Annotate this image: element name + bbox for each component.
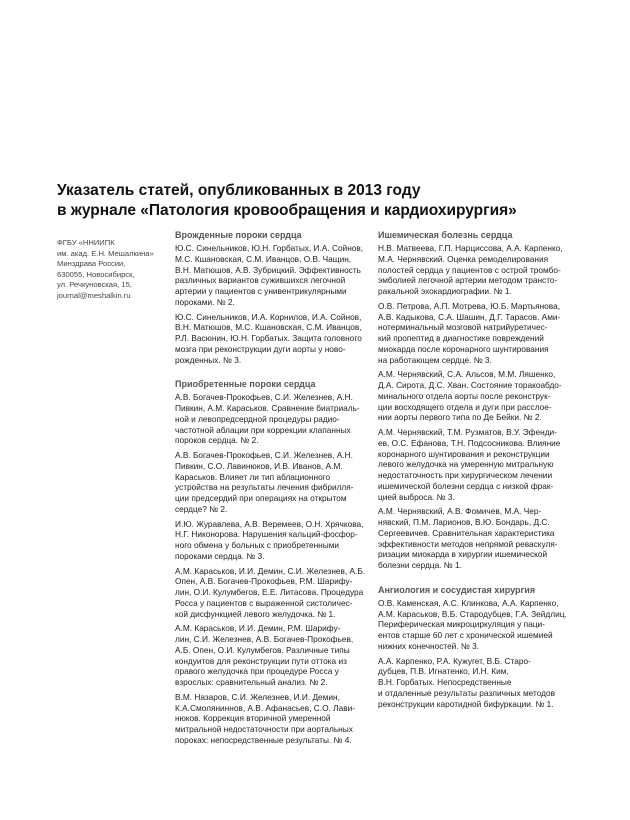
affiliation-line: ул. Речкуновская, 15, [57, 280, 132, 290]
article-entry-line: М.А. Чернявский. Оценка ремоделирования [378, 253, 549, 264]
article-entry-line: Пивкин, С.О. Лавинюков, И.В. Иванов, А.М. [175, 460, 343, 471]
section-gap [378, 575, 573, 584]
article-entry-line: миокарда после коронарного шунтирования [378, 343, 549, 354]
article-entry-line: Опен, А.В. Богачев-Прокофьев, Р.М. Шарифу- [175, 576, 353, 587]
article-entry-line: А.М. Караськов, И.И. Демин, Р.М. Шарифу- [175, 623, 341, 634]
article-entry-line: полостей сердца у пациентов с острой тромбо- [378, 264, 561, 275]
section-heading: Ангиология и сосудистая хирургия [378, 584, 536, 595]
article-entry-line: ции предсердий при операциях на открытом [175, 493, 347, 503]
article-entry-line: артерии у пациентов с унивентрикулярными [175, 286, 347, 296]
article-entry-line: нявский, П.М. Ларионов, В.Ю. Бондарь, Д.С. [378, 517, 550, 527]
article-entry [175, 623, 370, 688]
article-entry-line: пороками. № 2. [175, 296, 235, 307]
article-entry-line: лин, С.И. Железнев, А.В. Богачев-Прокофьев, [175, 634, 354, 644]
article-entry-line: кондуитов для реконструкции пути оттока из [175, 655, 347, 666]
article-entry-line: А.Б. Опен, О.И. Кулумбегов. Различные типы [175, 644, 350, 655]
article-entry-line: левого желудочка на умеренную митральную [378, 459, 554, 470]
article-entry-line: А.В. Богачев-Прокофьев, С.И. Железнев, А.Н. [175, 392, 353, 403]
affiliation-line: 630055, Новосибирск, [57, 269, 135, 279]
article-entry-line: Пивкин, А.М. Караськов. Сравнение биатриаль- [175, 403, 360, 413]
article-entry-line: ной и левопредсердной процедуры радио- [175, 413, 340, 424]
article-entry-line: А.М. Чернявский, С.А. Альсов, М.М. Ляшенко, [378, 369, 556, 380]
article-entry-line: А.А. Карпенко, Р.А. Кужугет, В.Б. Старо- [378, 655, 531, 666]
article-entry-line: и отдаленные результаты различных методов [378, 687, 555, 698]
article-entry [175, 519, 370, 562]
article-entry-line: различных вариантов сужившихся легочной [175, 275, 346, 286]
article-entry [175, 566, 370, 620]
article-entry-line: ев, О.С. Ефанова, Т.Н. Подсосникова. Влияние [378, 437, 561, 448]
article-entry-line: кий пропептид в диагностике повреждений [378, 333, 544, 343]
section-heading: Врожденные пороки сердца [175, 230, 302, 240]
article-entry [378, 243, 573, 297]
article-entry [378, 598, 573, 652]
article-entry-line: ции восходящего отдела и дуги при расслое- [378, 401, 552, 412]
article-entry-line: на работающем сердце. № 3. [378, 354, 492, 365]
article-entry [175, 243, 370, 308]
article-entry [175, 692, 370, 746]
article-entry-line: нии аорты первого типа по Де Бейки. № 2. [378, 412, 542, 423]
article-entry-line: О.В. Каменская, А.С. Клинкова, А.А. Карпенко, [378, 597, 559, 608]
article-entry-line: мозга при реконструкции дуги аорты у ново- [175, 343, 346, 354]
article-entry [175, 392, 370, 446]
article-entry [175, 450, 370, 515]
article-entry-line: пороках: непосредственные результаты. № 4. [175, 734, 352, 745]
article-entry-line: В.Н. Матюшов, М.С. Кшановская, С.М. Иванцов, [175, 322, 362, 333]
article-entry-line: А.М. Чернявский, Т.М. Рузматов, В.У. Эфенди- [378, 427, 557, 437]
article-entry [378, 301, 573, 366]
article-entry-line: Ю.С. Синельников, И.А. Корнилов, И.А. Сойнов, [175, 311, 362, 322]
article-entry-line: И.Ю. Журавлева, А.В. Веремеев, О.Н. Хрячкова, [175, 518, 364, 529]
article-entry-line: устройства на результаты лечения фибрилля- [175, 482, 354, 493]
article-entry [378, 369, 573, 423]
affiliation-line: ФГБУ «ННИИПК [57, 238, 115, 247]
article-entry-line: эмболией легочной артерии методом трансто- [378, 275, 558, 286]
article-entry-line: ного обмена у больных с приобретенными [175, 540, 340, 550]
section-heading: Ишемическая болезнь сердца [378, 230, 513, 240]
article-entry-line: Н.В. Матвеева, Г.П. Нарциссова, А.А. Карпенко, [378, 243, 563, 253]
article-entry [378, 427, 573, 502]
article-entry-line: правого желудочка при процедуре Росса у [175, 666, 339, 677]
article-entry-line: рожденных. № 3. [175, 354, 242, 365]
article-entry-line: пороками сердца. № 3. [175, 550, 265, 561]
column-middle [175, 229, 370, 750]
article-entry-line: кой дисфункцией левого желудочка. № 1. [175, 608, 336, 619]
article-entry-line: болезни сердца. № 1. [378, 560, 462, 570]
article-entry-line: В.М. Назаров, С.И. Железнев, И.И. Демин, [175, 691, 340, 702]
article-entry-line: частотной аблации при коррекции клапанных [175, 424, 351, 435]
article-entry-line: Периферическая микроциркуляция у паци- [378, 619, 545, 630]
article-entry-line: минального отдела аорты после реконструк- [378, 390, 551, 401]
article-entry-line: Росса у пациентов с выраженной систоличес- [175, 597, 353, 608]
page-title-line: Указатель статей, опубликованных в 2013 году [57, 182, 421, 199]
article-entry-line: пороков сердца. № 2. [175, 435, 259, 446]
section-gap [175, 369, 370, 378]
affiliation-line: Минздрава России, [57, 259, 126, 269]
column-right [378, 229, 573, 713]
article-entry-line: ишемической болезни сердца с низкой фрак- [378, 480, 554, 491]
article-entry-line: нижних конечностей. № 3. [378, 640, 480, 651]
article-entry-line: ракальной эхокардиографии. № 1. [378, 286, 512, 296]
article-entry-line: К.А.Смоляниннов, А.В. Афанасьев, С.О. Лави- [175, 702, 356, 713]
article-entry-line: Сергеевичев. Сравнительная характеристика [378, 527, 555, 538]
page-title [57, 181, 597, 220]
article-entry-line: нотерминальный мозговой натрийуретичес- [378, 322, 548, 333]
affiliation-line: им. акад. Е.Н. Мешалкина» [57, 248, 154, 258]
article-entry-line: взрослых: сравнительный анализ. № 2. [175, 677, 328, 687]
article-entry-line: Н.Г. Никонорова. Нарушения кальций-фосфор- [175, 529, 358, 540]
affiliation-email: journal@meshalkin.ru [57, 290, 131, 300]
article-entry-line: Ю.С. Синельников, Ю.Н. Горбатых, И.А. Сойнов, [175, 243, 364, 253]
article-entry-line: А.М. Караськов, В.Б. Стародубцев, Г.А. Зейдлиц. [378, 608, 567, 619]
article-entry-line: О.В. Петрова, А.П. Мотрева, Ю.Б. Мартьянова, [378, 300, 561, 311]
article-entry-line: лин, О.И. Кулумбегов, Е.Е. Литасова. Процедура [175, 587, 364, 597]
article-entry-line: эффективности методов непрямой реваскуля- [378, 538, 558, 549]
article-entry-line: нюков. Коррекция вторичной умеренной [175, 713, 331, 724]
page-title-line: в журнале «Патология кровообращения и кардиохирургия» [57, 201, 517, 219]
article-entry-line: цией выброса. № 3. [378, 491, 455, 502]
article-entry-line: митральной недостаточности при аортальных [175, 724, 353, 734]
article-entry-line: дубцев, П.В. Игнатенко, И.Н. Ким, [378, 666, 509, 677]
article-entry [175, 312, 370, 366]
article-entry-line: А.М. Караськов, И.И. Демин, С.И. Железнев, А.Б. [175, 565, 366, 576]
article-entry-line: М.С. Кшановская, С.М. Иванцов, О.В. Чащин, [175, 253, 352, 264]
article-entry [378, 506, 573, 571]
section-heading: Приобретенные пороки сердца [175, 379, 316, 390]
article-entry-line: коронарного шунтирования и реконструкции [378, 448, 550, 459]
affiliation-block [57, 238, 162, 302]
article-entry-line: Д.А. Сирота, Д.С. Хван. Состояние торакоабдо- [378, 380, 562, 390]
article-entry-line: А.М. Чернявский, А.В. Фомичев, М.А. Чер- [378, 506, 542, 517]
article-entry-line: В.Н. Матюшов, А.В. Зубрицкий. Эффективность [175, 264, 361, 275]
article-entry-line: А.В. Кадыкова, С.А. Шашин, Д.Г. Тарасов. Ами- [378, 311, 561, 322]
article-entry-line: А.В. Богачев-Прокофьев, С.И. Железнев, А.Н. [175, 450, 353, 460]
article-entry-line: Караськов. Влияет ли тип аблационного [175, 471, 331, 482]
article-entry-line: реконструкции каротидной бифуркации. № 1. [378, 698, 554, 709]
article-entry-line: ризации миокарда в хирургии ишемической [378, 549, 548, 560]
article-entry-line: сердце? № 2. [175, 503, 228, 514]
article-entry-line: В.Н. Горбатых. Непосредственные [378, 677, 512, 687]
article-entry-line: ентов старше 60 лет с хронической ишемией [378, 630, 553, 640]
article-entry-line: недостаточность при хирургическом лечении [378, 470, 553, 480]
article-entry [378, 656, 573, 710]
article-entry-line: Р.Л. Васюнин, Ю.Н. Горбатых. Защита головного [175, 333, 362, 343]
